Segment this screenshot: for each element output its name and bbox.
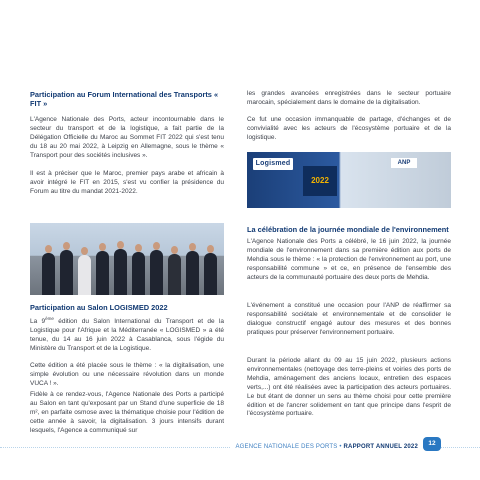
environment-heading: La célébration de la journée mondiale de l'environnement — [247, 225, 449, 234]
person-figure — [42, 253, 55, 295]
logismed-edition-suffix: ème — [45, 315, 54, 321]
person-figure — [60, 250, 73, 295]
logismed-edition-number: La 9 — [30, 318, 46, 325]
logismed-heading: Participation au Salon LOGISMED 2022 — [30, 303, 168, 312]
environment-paragraph-1: L'Agence Nationale des Ports a célébré, le 16 juin 2022, la journée mondiale de l'environnement dans sa première édition aux ports de Mehdia sous le thème : « la protection de l'environnement au port, une responsabilité commune » et ce, en présence de l'ensemble des acteurs de la communauté portuaire des deux ports de Mehdia. — [247, 238, 451, 281]
person-figure — [114, 249, 127, 295]
footer-agency: AGENCE NATIONALE DES PORTS — [235, 444, 338, 450]
fit-paragraph-2: Il est à préciser que le Maroc, premier pays arabe et africain à avoir intégré le FIT en 2015, s'est vu confier la présidence du Forum au titre du mandat 2021-2022. — [30, 170, 224, 195]
page-number-badge: 12 — [423, 437, 441, 451]
person-figure — [150, 250, 163, 295]
footer-label — [231, 444, 422, 450]
logismed-paragraph-3: Fidèle à ce rendez-vous, l'Agence Nationale des Ports a participé au Salon en tant qu'exposant par un Stand d'une superficie de 18 m², en parfaite osmose avec la thématique choisie pour l'édition de cette année à savoir, la digitalisation. 3 jours intensifs durant lesquels, l'Agence a communiqué sur — [30, 391, 224, 434]
person-figure — [168, 254, 181, 295]
logismed-logo: Logismed — [253, 158, 293, 170]
footer-report-title: RAPPORT ANNUEL 2022 — [343, 444, 418, 450]
person-figure — [132, 252, 145, 295]
logismed-year-sign: 2022 — [303, 166, 337, 196]
continued-paragraph-1: les grandes avancées enregistrées dans le secteur portuaire marocain, spécialement dans le domaine de la digitalisation. — [247, 90, 451, 106]
logismed-paragraph-1 — [30, 315, 224, 354]
footer-separator: • — [337, 444, 344, 450]
continued-paragraph-2: Ce fut une occasion immanquable de partage, d'échanges et de convivialité avec les acteurs de l'écosystème portuaire et de la logistique. — [247, 116, 451, 141]
anp-logo: ANP — [391, 158, 417, 168]
logismed-paragraph-2: Cette édition a été placée sous le thème : « la digitalisation, une simple évolution ou une nécessaire révolution dans un monde VUCA ! ». — [30, 362, 224, 387]
logismed-paragraph-1-text: édition du Salon International du Transport et de la Logistique pour l'Afrique et la Méditerranée « LOGISMED » a été tenue, du 14 au 16 juin 2022 à Casablanca, sous l'égide du Ministère du Transport et de la Logistique. — [30, 318, 224, 352]
fit-heading: Participation au Forum International des Transports « FIT » — [30, 90, 219, 109]
person-figure — [186, 251, 199, 295]
environment-paragraph-3: Durant la période allant du 09 au 15 juin 2022, plusieurs actions environnementales (nettoyage des terre-pleins et voiries des ports de Mehdia, aménagement des anciens locaux, entretien des espaces verts,...) ont été réalisées avec la participation des acteurs portuaires. Le but étant de donner un sens au thème choisi pour cette première édition et de l'ancrer solidement en tant que principe dans l'esprit de l'écosystème portuaire. — [247, 357, 451, 418]
delegation-photo — [30, 223, 224, 295]
person-figure — [78, 255, 91, 295]
logismed-stand-photo — [247, 152, 451, 208]
fit-paragraph-1: L'Agence Nationale des Ports, acteur incontournable dans le secteur du transport et de la logistique, a fait partie de la Délégation Officielle du Maroc au Sommet FIT 2022 qui s'est tenu du 18 au 20 mai 2022, à Leipzig en Allemagne, sous le thème « Transport pour des sociétés inclusives ». — [30, 116, 224, 159]
person-figure — [96, 251, 109, 295]
person-figure — [204, 253, 217, 295]
environment-paragraph-2: L'événement a constitué une occasion pour l'ANP de réaffirmer sa responsabilité sociétale et environnementale et de consolider le dialogue constructif engagé autour des mesures et des bonnes pratiques pour préserver l'environnement portuaire. — [247, 302, 451, 336]
